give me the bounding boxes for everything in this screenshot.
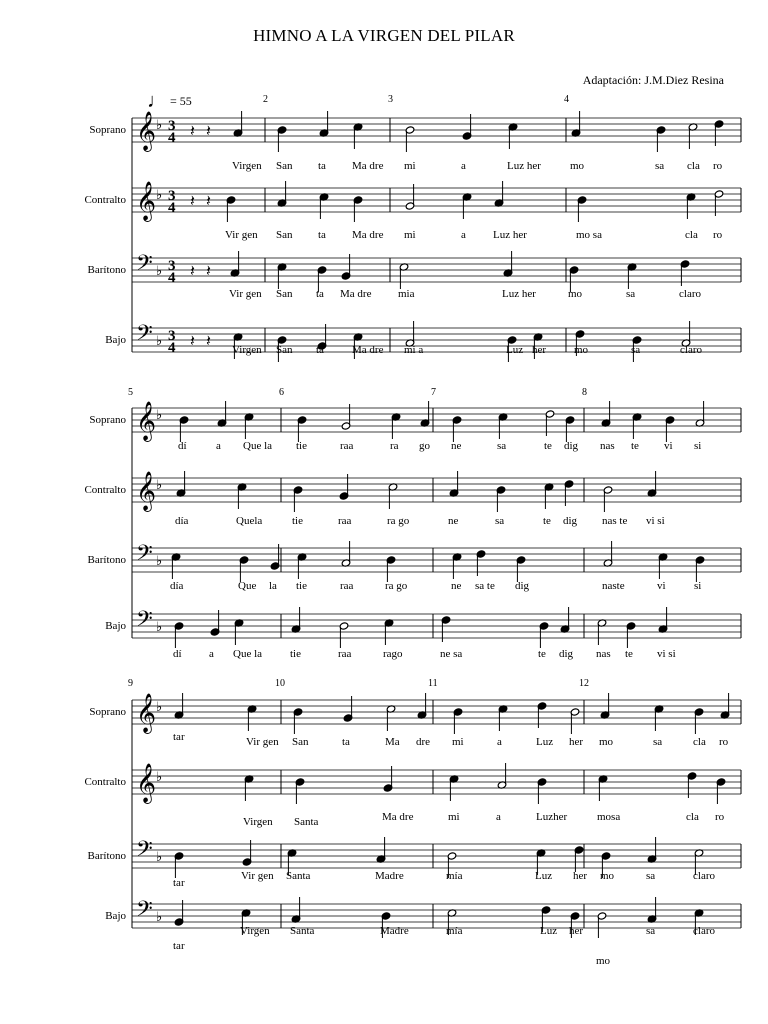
lyric-syllable: mo: [568, 288, 583, 300]
lyric-syllable: Luz her: [493, 229, 527, 241]
bass-clef-icon: 𝄢: [136, 897, 153, 926]
quarter-rest-icon: 𝄽: [206, 333, 211, 350]
lyric-syllable: raa: [340, 580, 354, 592]
lyric-syllable: Luz: [540, 925, 558, 937]
flat-icon: ♭: [156, 187, 163, 202]
lyric-syllable: ne: [451, 580, 462, 592]
lyric-syllable: raa: [340, 440, 354, 452]
measure-number: 4: [564, 94, 569, 105]
lyric-syllable: vi: [657, 580, 666, 592]
lyric-syllable: tie: [296, 440, 307, 452]
lyric-syllable: dí: [173, 648, 182, 660]
lyric-syllable: sa: [497, 440, 507, 452]
quarter-rest-icon: 𝄽: [190, 263, 195, 280]
treble-clef-icon: 𝄞: [136, 695, 157, 732]
lyric-syllable: Vir gen: [246, 736, 279, 748]
lyric-syllable: Luz: [536, 736, 554, 748]
treble-clef-icon: 𝄞: [136, 765, 157, 802]
lyric-syllable: sa: [626, 288, 636, 300]
lyric-syllable: nas te: [602, 515, 628, 527]
lyric-syllable: mi: [448, 811, 460, 823]
lyric-syllable: a: [216, 440, 221, 452]
lyric-syllable: Quela: [236, 515, 263, 527]
measure-number: 3: [388, 94, 393, 105]
voice-label: Bajo: [105, 910, 126, 922]
lyric-syllable: mi: [452, 736, 464, 748]
time-signature-top: 3: [168, 258, 176, 274]
lyric-syllable: ne: [448, 515, 459, 527]
lyric-syllable: ta: [318, 160, 326, 172]
lyric-syllable: ro: [713, 160, 723, 172]
quarter-rest-icon: 𝄽: [206, 193, 211, 210]
lyric-syllable: Santa: [286, 870, 311, 882]
lyric-syllable: a: [496, 811, 501, 823]
lyric-syllable: ne sa: [440, 648, 463, 660]
lyric-syllable: sa: [655, 160, 665, 172]
lyric-syllable: mo sa: [576, 229, 602, 241]
lyric-syllable: dig: [564, 440, 579, 452]
lyric-syllable: dig: [563, 515, 578, 527]
lyric-syllable: Luz her: [507, 160, 541, 172]
lyric-syllable: mía: [446, 925, 463, 937]
lyric-syllable: raa: [338, 515, 352, 527]
voice-label: Barítono: [87, 554, 126, 566]
lyric-syllable: dig: [515, 580, 530, 592]
lyric-syllable: Luz her: [502, 288, 536, 300]
lyric-syllable: San: [276, 288, 293, 300]
voice-label: Bajo: [105, 620, 126, 632]
bass-clef-icon: 𝄢: [136, 541, 153, 570]
lyric-syllable: Virgen: [232, 160, 262, 172]
lyric-syllable: tar: [173, 731, 185, 743]
voice-label: Barítono: [87, 264, 126, 276]
lyric-syllable: mi: [404, 229, 416, 241]
lyric-syllable: cla: [687, 160, 700, 172]
quarter-rest-icon: 𝄽: [206, 263, 211, 280]
flat-icon: ♭: [156, 407, 163, 422]
lyric-syllable: te: [544, 440, 552, 452]
lyric-syllable: ta: [342, 736, 350, 748]
lyric-syllable: si: [694, 440, 702, 452]
time-signature-top: 3: [168, 328, 176, 344]
bass-clef-icon: 𝄢: [136, 837, 153, 866]
voice-label: Soprano: [89, 414, 126, 426]
treble-clef-icon: 𝄞: [136, 403, 157, 440]
lyric-syllable: Ma dre: [352, 229, 384, 241]
lyric-syllable: ra go: [385, 580, 408, 592]
lyric-syllable: Santa: [294, 816, 319, 828]
lyric-syllable: her: [573, 870, 588, 882]
voice-label: Contralto: [84, 194, 126, 206]
lyric-syllable: Luz: [535, 870, 553, 882]
lyric-syllable: ro: [715, 811, 725, 823]
lyric-syllable: Vir gen: [241, 870, 274, 882]
treble-clef-icon: 𝄞: [136, 113, 157, 150]
quarter-rest-icon: 𝄽: [206, 123, 211, 140]
lyric-syllable: San: [292, 736, 309, 748]
lyric-syllable: la: [269, 580, 277, 592]
measure-number: 11: [428, 678, 438, 689]
voice-label: Bajo: [105, 334, 126, 346]
adaptation-credit: Adaptación: J.M.Diez Resina: [582, 73, 724, 87]
voice-label: Soprano: [89, 706, 126, 718]
lyric-syllable: ro: [719, 736, 729, 748]
measure-number: 6: [279, 387, 284, 398]
lyric-syllable: her: [569, 736, 584, 748]
quarter-note-icon: ♩: [147, 90, 167, 112]
lyric-syllable: Que la: [243, 440, 273, 452]
lyric-syllable: dre: [416, 736, 431, 748]
lyric-syllable: dí: [178, 440, 187, 452]
lyric-syllable: te: [538, 648, 546, 660]
tempo-value: = 55: [170, 94, 192, 108]
lyric-syllable: nas: [600, 440, 615, 452]
lyric-syllable: sa: [646, 925, 656, 937]
flat-icon: ♭: [156, 849, 163, 864]
voice-label: Barítono: [87, 850, 126, 862]
lyric-syllable: Santa: [290, 925, 315, 937]
lyric-syllable: te: [631, 440, 639, 452]
bass-clef-icon: 𝄢: [136, 251, 153, 280]
lyric-syllable: dig: [559, 648, 574, 660]
lyric-syllable: Madre: [375, 870, 404, 882]
flat-icon: ♭: [156, 263, 163, 278]
bass-clef-icon: 𝄢: [136, 607, 153, 636]
lyric-syllable: ra go: [387, 515, 410, 527]
lyric-syllable: claro: [679, 288, 701, 300]
time-signature-bottom: 4: [168, 130, 176, 146]
treble-clef-icon: 𝄞: [136, 473, 157, 510]
lyric-syllable: vi si: [646, 515, 665, 527]
page-title: HIMNO A LA VIRGEN DEL PILAR: [253, 26, 515, 45]
lyric-syllable: naste: [602, 580, 625, 592]
lyric-syllable: cla: [685, 229, 698, 241]
quarter-rest-icon: 𝄽: [190, 123, 195, 140]
lyric-syllable: mía: [446, 870, 463, 882]
voice-label: Soprano: [89, 124, 126, 136]
bass-clef-icon: 𝄢: [136, 321, 153, 350]
lyric-syllable: si: [694, 580, 702, 592]
lyric-syllable: mo: [570, 160, 585, 172]
lyric-syllable: Ma dre: [352, 160, 384, 172]
lyric-syllable: mo: [596, 955, 611, 967]
lyric-syllable: claro: [680, 344, 702, 356]
flat-icon: ♭: [156, 117, 163, 132]
lyric-syllable: raa: [338, 648, 352, 660]
lyric-syllable: Luzher: [536, 811, 568, 823]
lyric-syllable: Virgen: [240, 925, 270, 937]
lyric-syllable: ro: [713, 229, 723, 241]
time-signature-bottom: 4: [168, 270, 176, 286]
flat-icon: ♭: [156, 699, 163, 714]
measure-number: 8: [582, 387, 587, 398]
flat-icon: ♭: [156, 909, 163, 924]
lyric-syllable: Virgen: [243, 816, 273, 828]
lyric-syllable: vi si: [657, 648, 676, 660]
lyric-syllable: cla: [686, 811, 699, 823]
flat-icon: ♭: [156, 619, 163, 634]
lyric-syllable: sa: [653, 736, 663, 748]
lyric-syllable: ra: [390, 440, 399, 452]
lyric-syllable: Madre: [380, 925, 409, 937]
lyric-syllable: sa: [495, 515, 505, 527]
flat-icon: ♭: [156, 553, 163, 568]
lyric-syllable: Ma: [385, 736, 400, 748]
measure-number: 9: [128, 678, 133, 689]
lyric-syllable: Que la: [233, 648, 263, 660]
lyric-syllable: mo: [599, 736, 614, 748]
lyric-syllable: Ma dre: [382, 811, 414, 823]
lyric-syllable: nas: [596, 648, 611, 660]
lyric-syllable: claro: [693, 925, 715, 937]
lyric-syllable: go: [419, 440, 430, 452]
quarter-rest-icon: 𝄽: [190, 193, 195, 210]
lyric-syllable: Virgen: [232, 344, 262, 356]
quarter-rest-icon: 𝄽: [190, 333, 195, 350]
lyric-syllable: te: [543, 515, 551, 527]
lyric-syllable: Ma dre: [352, 344, 384, 356]
lyric-syllable: San: [276, 229, 293, 241]
lyric-syllable: claro: [693, 870, 715, 882]
measure-number: 7: [431, 387, 436, 398]
lyric-syllable: Ma dre: [340, 288, 372, 300]
lyric-syllable: mia: [398, 288, 415, 300]
lyric-syllable: día: [170, 580, 184, 592]
flat-icon: ♭: [156, 333, 163, 348]
measure-number: 2: [263, 94, 268, 105]
lyric-syllable: ta: [318, 229, 326, 241]
lyric-syllable: tie: [292, 515, 303, 527]
lyric-syllable: tar: [173, 877, 185, 889]
lyric-syllable: Luz: [506, 344, 524, 356]
lyric-syllable: her: [532, 344, 547, 356]
lyric-syllable: San: [276, 160, 293, 172]
lyric-syllable: mi: [404, 160, 416, 172]
lyric-syllable: tie: [290, 648, 301, 660]
voice-label: Contralto: [84, 484, 126, 496]
lyric-syllable: mo: [574, 344, 589, 356]
time-signature-bottom: 4: [168, 340, 176, 356]
lyric-syllable: día: [175, 515, 189, 527]
lyric-syllable: ta: [316, 288, 324, 300]
lyric-syllable: ne: [451, 440, 462, 452]
lyric-syllable: tie: [296, 580, 307, 592]
time-signature-top: 3: [168, 188, 176, 204]
lyric-syllable: Que: [238, 580, 257, 592]
lyric-syllable: ta: [316, 344, 324, 356]
lyric-syllable: a: [461, 229, 466, 241]
lyric-syllable: Vir gen: [225, 229, 258, 241]
lyric-syllable: cla: [693, 736, 706, 748]
measure-number: 12: [579, 678, 589, 689]
lyric-syllable: vi: [664, 440, 673, 452]
lyric-syllable: sa: [646, 870, 656, 882]
flat-icon: ♭: [156, 769, 163, 784]
lyric-syllable: San: [276, 344, 293, 356]
measure-number: 10: [275, 678, 285, 689]
lyric-syllable: mo: [600, 870, 615, 882]
time-signature-top: 3: [168, 118, 176, 134]
flat-icon: ♭: [156, 477, 163, 492]
treble-clef-icon: 𝄞: [136, 183, 157, 220]
lyric-syllable: a: [209, 648, 214, 660]
lyric-syllable: Vir gen: [229, 288, 262, 300]
lyric-syllable: mi a: [404, 344, 424, 356]
lyric-syllable: mosa: [597, 811, 621, 823]
voice-label: Contralto: [84, 776, 126, 788]
lyric-syllable: her: [569, 925, 584, 937]
lyric-syllable: a: [461, 160, 466, 172]
time-signature-bottom: 4: [168, 200, 176, 216]
lyric-syllable: te: [625, 648, 633, 660]
lyric-syllable: a: [497, 736, 502, 748]
lyric-syllable: sa: [631, 344, 641, 356]
lyric-syllable: tar: [173, 940, 185, 952]
measure-number: 5: [128, 387, 133, 398]
lyric-syllable: rago: [383, 648, 403, 660]
lyric-syllable: sa te: [475, 580, 495, 592]
